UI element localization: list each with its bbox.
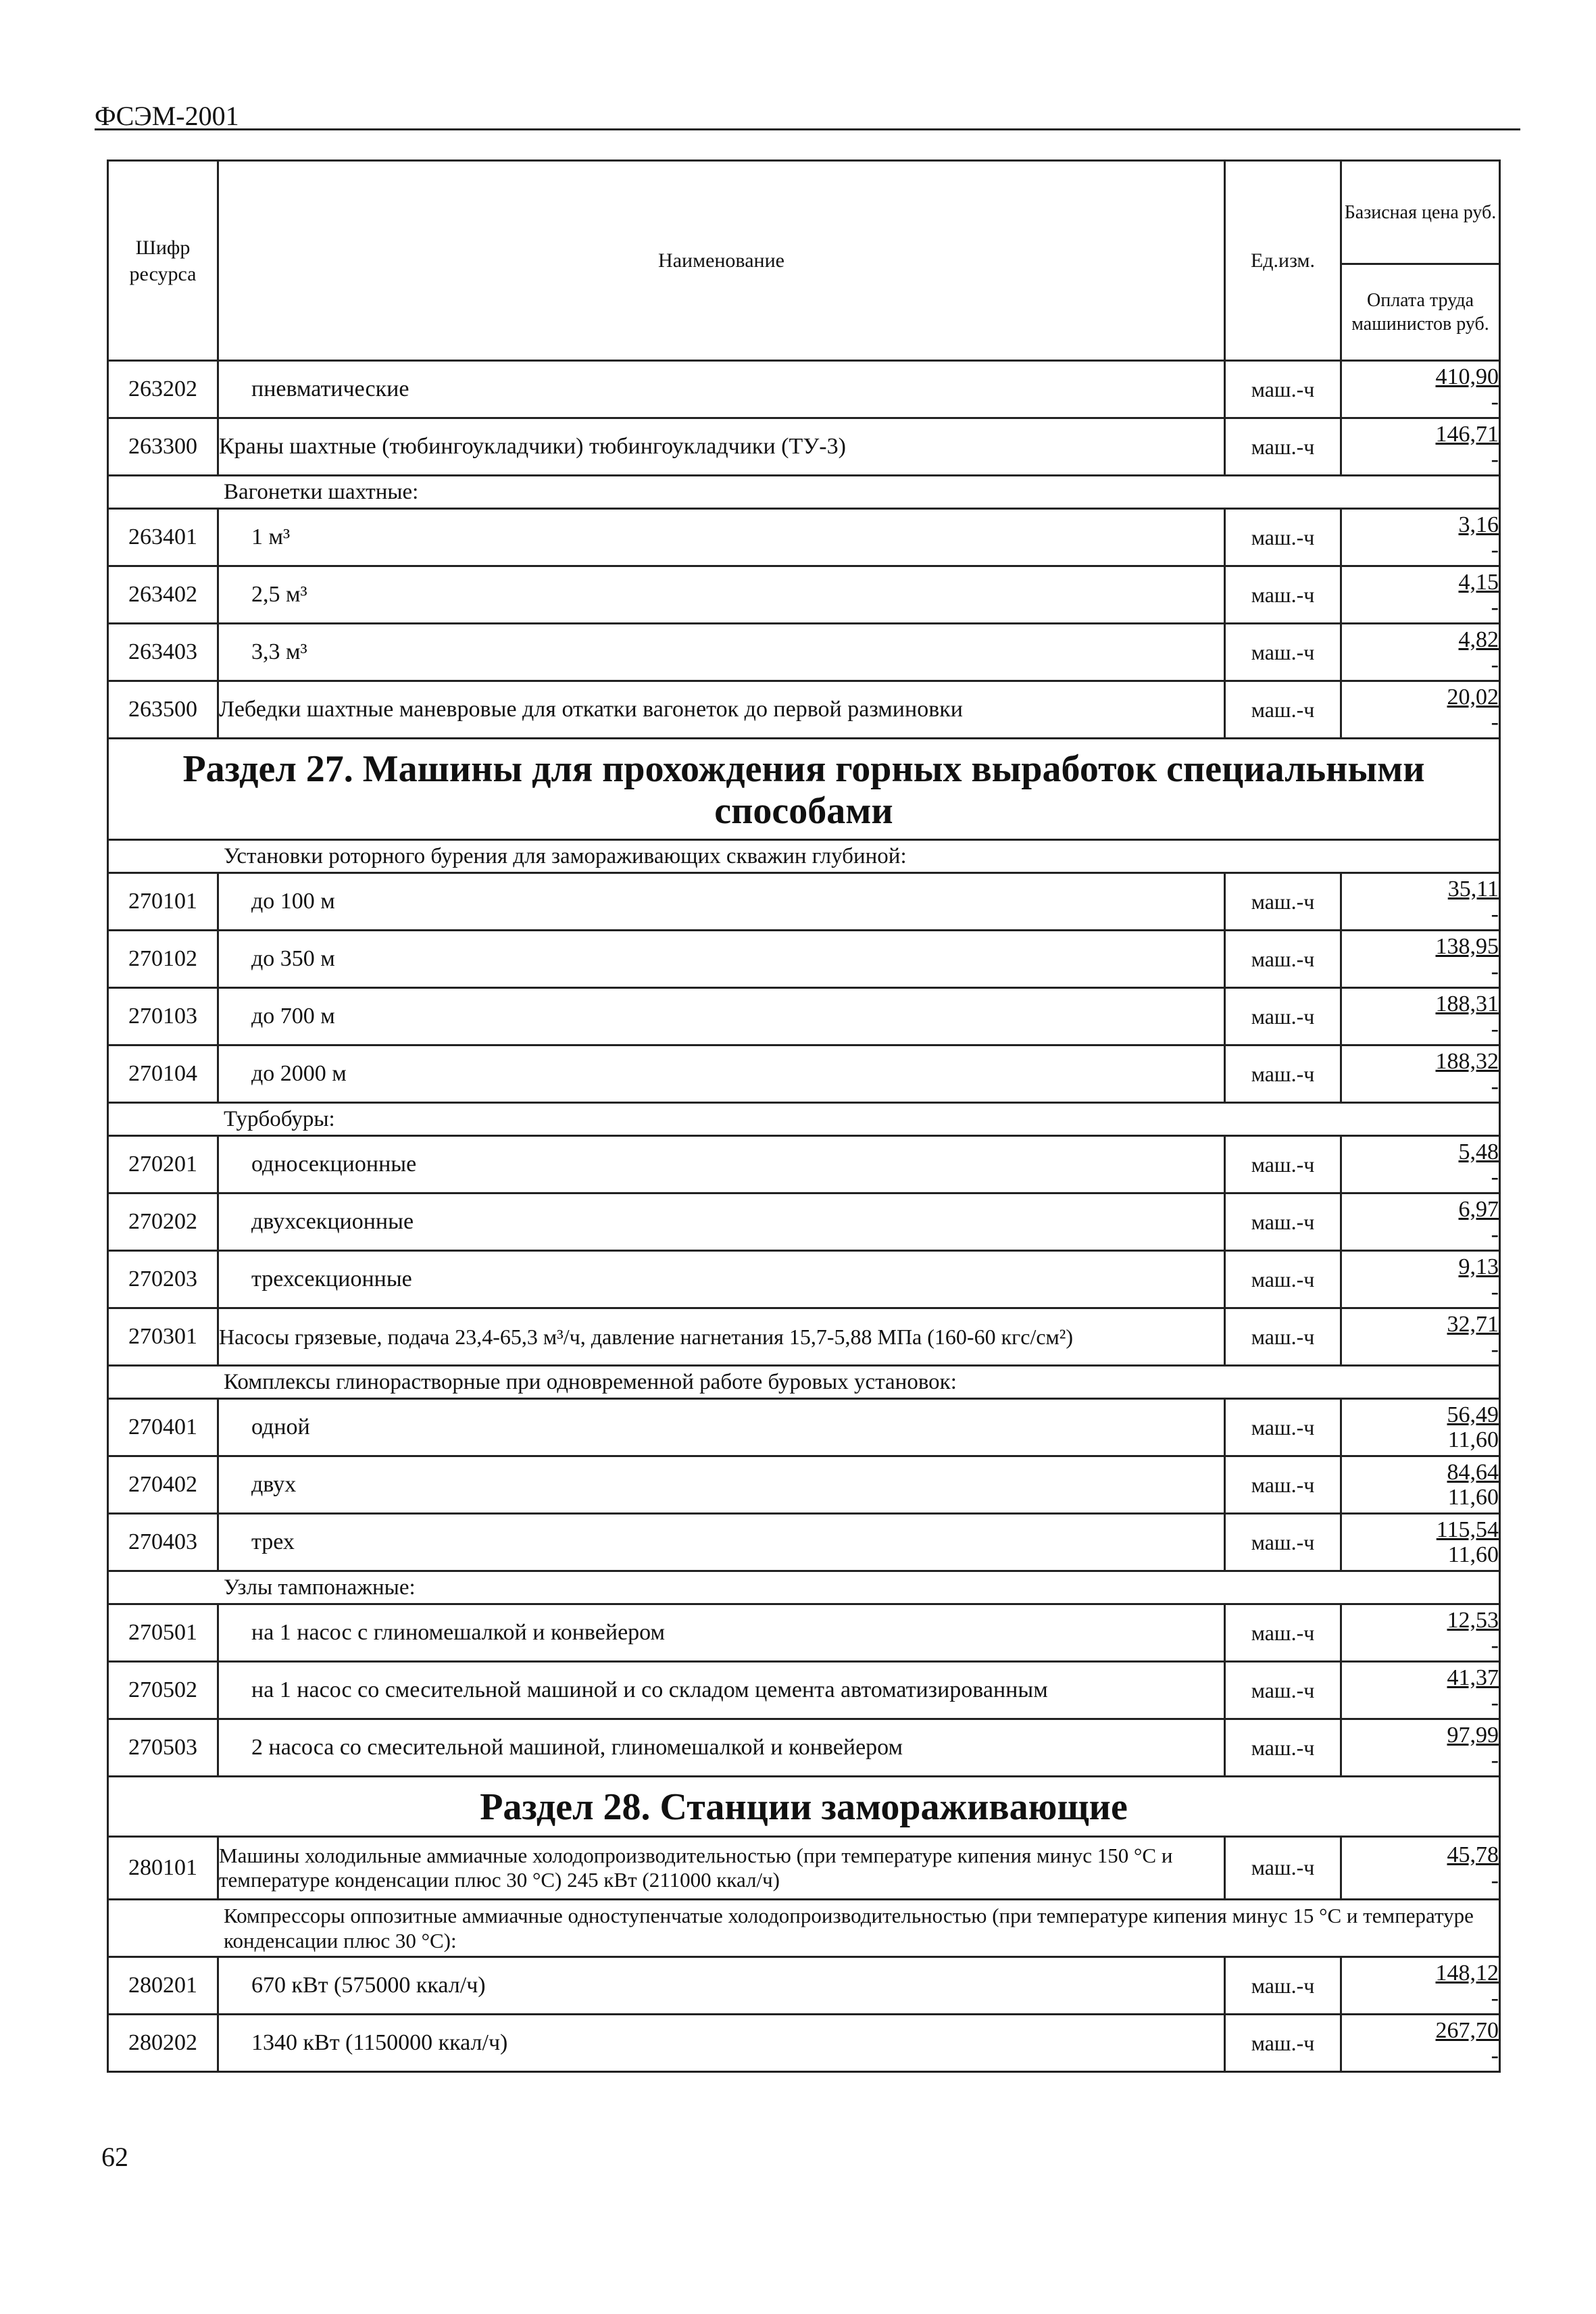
resource-code: 270104 (108, 1045, 218, 1103)
resource-code: 270501 (108, 1604, 218, 1662)
operator-pay: - (1491, 1279, 1499, 1305)
resource-unit: маш.-ч (1225, 2015, 1341, 2072)
operator-pay: - (1491, 1690, 1499, 1716)
base-price: 267,70 (1435, 2017, 1499, 2043)
group-heading-row (108, 840, 1500, 873)
resource-name: одной (218, 1399, 1225, 1456)
resource-table (107, 159, 1501, 2073)
base-price: 56,49 (1447, 1402, 1499, 1427)
operator-pay: - (1491, 1222, 1499, 1248)
resource-code: 280101 (108, 1836, 218, 1899)
base-price: 188,32 (1435, 1048, 1499, 1074)
resource-code: 270401 (108, 1399, 218, 1456)
base-price: 188,31 (1435, 991, 1499, 1016)
resource-name: трех (218, 1514, 1225, 1571)
operator-pay: - (1491, 902, 1499, 927)
operator-pay: - (1491, 1633, 1499, 1658)
resource-unit: маш.-ч (1225, 1193, 1341, 1251)
base-price: 4,82 (1458, 626, 1499, 652)
operator-pay: - (1491, 1867, 1499, 1893)
resource-price (1341, 418, 1500, 476)
resource-unit: маш.-ч (1225, 1662, 1341, 1719)
resource-price (1341, 509, 1500, 566)
group-heading-row (108, 476, 1500, 509)
resource-price (1341, 681, 1500, 739)
section-heading-row (108, 739, 1500, 840)
page-number: 62 (101, 2142, 128, 2172)
resource-price (1341, 1514, 1500, 1571)
table-row (108, 1604, 1500, 1662)
resource-name: 2 насоса со смесительной машиной, глиномешалкой и конвейером (218, 1719, 1225, 1777)
table-row (108, 1193, 1500, 1251)
resource-unit: маш.-ч (1225, 361, 1341, 418)
table-row (108, 1308, 1500, 1366)
group-heading-row (108, 1899, 1500, 1956)
resource-unit: маш.-ч (1225, 1045, 1341, 1103)
resource-code: 263402 (108, 566, 218, 624)
table-row (108, 1836, 1500, 1899)
table-row (108, 624, 1500, 681)
resource-unit: маш.-ч (1225, 509, 1341, 566)
resource-name: 1340 кВт (1150000 ккал/ч) (218, 2015, 1225, 2072)
operator-pay: - (1491, 1164, 1499, 1190)
base-price: 12,53 (1447, 1607, 1499, 1633)
operator-pay: - (1491, 595, 1499, 620)
resource-unit: маш.-ч (1225, 1251, 1341, 1308)
resource-name: до 2000 м (218, 1045, 1225, 1103)
group-heading: Установки роторного бурения для замораживающих скважин глубиной: (108, 840, 1500, 873)
table-row (108, 1662, 1500, 1719)
table-row (108, 418, 1500, 476)
resource-code: 270503 (108, 1719, 218, 1777)
base-price: 138,95 (1435, 933, 1499, 959)
resource-name: до 100 м (218, 873, 1225, 931)
operator-pay: - (1491, 959, 1499, 985)
base-price: 5,48 (1458, 1139, 1499, 1164)
operator-pay: - (1491, 2043, 1499, 2069)
base-price: 3,16 (1458, 512, 1499, 537)
resource-name: 1 м³ (218, 509, 1225, 566)
resource-price (1341, 1456, 1500, 1514)
resource-name: Машины холодильные аммиачные холодопроизводительностью (при температуре кипения минус 150 °С и температуре конденсации плюс 30 °С) 245 кВт (211000 ккал/ч) (218, 1836, 1225, 1899)
base-price: 97,99 (1447, 1722, 1499, 1748)
resource-code: 263500 (108, 681, 218, 739)
table-row (108, 1399, 1500, 1456)
operator-pay: - (1491, 1748, 1499, 1773)
base-price: 35,11 (1447, 876, 1499, 902)
resource-price (1341, 361, 1500, 418)
group-heading: Компрессоры оппозитные аммиачные одноступенчатые холодопроизводительностью (при температуре кипения минус 15 °С и температуре конденсации плюс 30 °С): (108, 1899, 1500, 1956)
base-price: 41,37 (1447, 1665, 1499, 1690)
resource-name: Лебедки шахтные маневровые для откатки вагонеток до первой разминовки (218, 681, 1225, 739)
resource-price (1341, 1604, 1500, 1662)
col-header-unit: Ед.изм. (1225, 161, 1341, 361)
resource-price (1341, 1719, 1500, 1777)
resource-price (1341, 1193, 1500, 1251)
resource-unit: маш.-ч (1225, 1136, 1341, 1193)
resource-unit: маш.-ч (1225, 931, 1341, 988)
resource-code: 263300 (108, 418, 218, 476)
resource-unit: маш.-ч (1225, 1308, 1341, 1366)
resource-unit: маш.-ч (1225, 681, 1341, 739)
group-heading: Турбобуры: (108, 1103, 1500, 1136)
section-heading-row (108, 1777, 1500, 1837)
base-price: 4,15 (1458, 569, 1499, 595)
resource-unit: маш.-ч (1225, 1957, 1341, 2015)
resource-name: двух (218, 1456, 1225, 1514)
resource-unit: маш.-ч (1225, 1604, 1341, 1662)
resource-price (1341, 624, 1500, 681)
table-row (108, 566, 1500, 624)
operator-pay: - (1491, 1074, 1499, 1100)
resource-name: пневматические (218, 361, 1225, 418)
table-row (108, 988, 1500, 1045)
resource-code: 270101 (108, 873, 218, 931)
resource-name: Насосы грязевые, подача 23,4-65,3 м³/ч, давление нагнетания 15,7-5,88 МПа (160-60 кгс/см²) (218, 1308, 1225, 1366)
base-price: 6,97 (1458, 1196, 1499, 1222)
operator-pay: - (1491, 537, 1499, 562)
resource-unit: маш.-ч (1225, 418, 1341, 476)
col-header-name: Наименование (218, 161, 1225, 361)
group-heading-row (108, 1366, 1500, 1399)
operator-pay: - (1491, 389, 1499, 414)
resource-unit: маш.-ч (1225, 1456, 1341, 1514)
group-heading: Вагонетки шахтные: (108, 476, 1500, 509)
resource-price (1341, 1399, 1500, 1456)
operator-pay: - (1491, 1986, 1499, 2011)
base-price: 146,71 (1435, 421, 1499, 447)
resource-code: 270502 (108, 1662, 218, 1719)
table-row (108, 1456, 1500, 1514)
resource-unit: маш.-ч (1225, 624, 1341, 681)
base-price: 45,78 (1447, 1842, 1499, 1868)
resource-unit: маш.-ч (1225, 988, 1341, 1045)
resource-price (1341, 1308, 1500, 1366)
resource-price (1341, 931, 1500, 988)
resource-code: 270103 (108, 988, 218, 1045)
header-rule (95, 128, 1520, 130)
base-price: 84,64 (1447, 1459, 1499, 1485)
resource-price (1341, 1045, 1500, 1103)
resource-name: Краны шахтные (тюбингоукладчики) тюбингоукладчики (ТУ-3) (218, 418, 1225, 476)
col-header-pay: Оплата труда машинистов руб. (1341, 264, 1500, 361)
resource-name: на 1 насос с глиномешалкой и конвейером (218, 1604, 1225, 1662)
resource-price (1341, 1662, 1500, 1719)
resource-code: 263401 (108, 509, 218, 566)
resource-price (1341, 2015, 1500, 2072)
operator-pay: - (1491, 652, 1499, 677)
resource-price (1341, 1251, 1500, 1308)
resource-code: 263403 (108, 624, 218, 681)
resource-name: до 700 м (218, 988, 1225, 1045)
table-row (108, 873, 1500, 931)
running-title: ФСЭМ-2001 (95, 101, 239, 131)
table-row (108, 1251, 1500, 1308)
group-heading-row (108, 1571, 1500, 1604)
base-price: 148,12 (1435, 1960, 1499, 1986)
resource-unit: маш.-ч (1225, 873, 1341, 931)
col-header-code: Шифр ресурса (108, 161, 218, 361)
resource-unit: маш.-ч (1225, 1399, 1341, 1456)
group-heading: Узлы тампонажные: (108, 1571, 1500, 1604)
resource-code: 270203 (108, 1251, 218, 1308)
table-row (108, 1957, 1500, 2015)
resource-name: 670 кВт (575000 ккал/ч) (218, 1957, 1225, 2015)
operator-pay: 11,60 (1447, 1427, 1499, 1453)
resource-price (1341, 1836, 1500, 1899)
resource-name: трехсекционные (218, 1251, 1225, 1308)
resource-code: 270202 (108, 1193, 218, 1251)
resource-price (1341, 873, 1500, 931)
resource-name: односекционные (218, 1136, 1225, 1193)
table-row (108, 509, 1500, 566)
operator-pay: - (1491, 447, 1499, 472)
table-row (108, 931, 1500, 988)
table-row (108, 1719, 1500, 1777)
resource-code: 263202 (108, 361, 218, 418)
resource-code: 280201 (108, 1957, 218, 2015)
col-header-price: Базисная цена руб. (1341, 161, 1500, 264)
resource-price (1341, 566, 1500, 624)
base-price: 32,71 (1447, 1311, 1499, 1337)
resource-code: 270402 (108, 1456, 218, 1514)
resource-name: двухсекционные (218, 1193, 1225, 1251)
resource-code: 280202 (108, 2015, 218, 2072)
operator-pay: - (1491, 1337, 1499, 1362)
resource-price (1341, 1957, 1500, 2015)
base-price: 9,13 (1458, 1254, 1499, 1279)
resource-price (1341, 1136, 1500, 1193)
resource-name: до 350 м (218, 931, 1225, 988)
table-row (108, 1136, 1500, 1193)
base-price: 20,02 (1447, 684, 1499, 710)
base-price: 410,90 (1435, 364, 1499, 389)
table-row (108, 1514, 1500, 1571)
operator-pay: - (1491, 1016, 1499, 1042)
table-row (108, 2015, 1500, 2072)
resource-unit: маш.-ч (1225, 1836, 1341, 1899)
resource-name: на 1 насос со смесительной машиной и со складом цемента автоматизированным (218, 1662, 1225, 1719)
resource-unit: маш.-ч (1225, 1719, 1341, 1777)
operator-pay: 11,60 (1447, 1485, 1499, 1510)
table-row (108, 1045, 1500, 1103)
resource-unit: маш.-ч (1225, 566, 1341, 624)
resource-unit: маш.-ч (1225, 1514, 1341, 1571)
group-heading-row (108, 1103, 1500, 1136)
section-heading: Раздел 28. Станции замораживающие (108, 1777, 1500, 1837)
resource-price (1341, 988, 1500, 1045)
section-heading: Раздел 27. Машины для прохождения горных выработок специальными способами (108, 739, 1500, 840)
resource-code: 270102 (108, 931, 218, 988)
operator-pay: - (1491, 710, 1499, 735)
resource-name: 3,3 м³ (218, 624, 1225, 681)
base-price: 115,54 (1436, 1517, 1499, 1542)
resource-name: 2,5 м³ (218, 566, 1225, 624)
resource-code: 270201 (108, 1136, 218, 1193)
operator-pay: 11,60 (1447, 1542, 1499, 1568)
resource-code: 270301 (108, 1308, 218, 1366)
group-heading: Комплексы глинорастворные при одновременной работе буровых установок: (108, 1366, 1500, 1399)
resource-code: 270403 (108, 1514, 218, 1571)
table-row (108, 681, 1500, 739)
table-row (108, 361, 1500, 418)
